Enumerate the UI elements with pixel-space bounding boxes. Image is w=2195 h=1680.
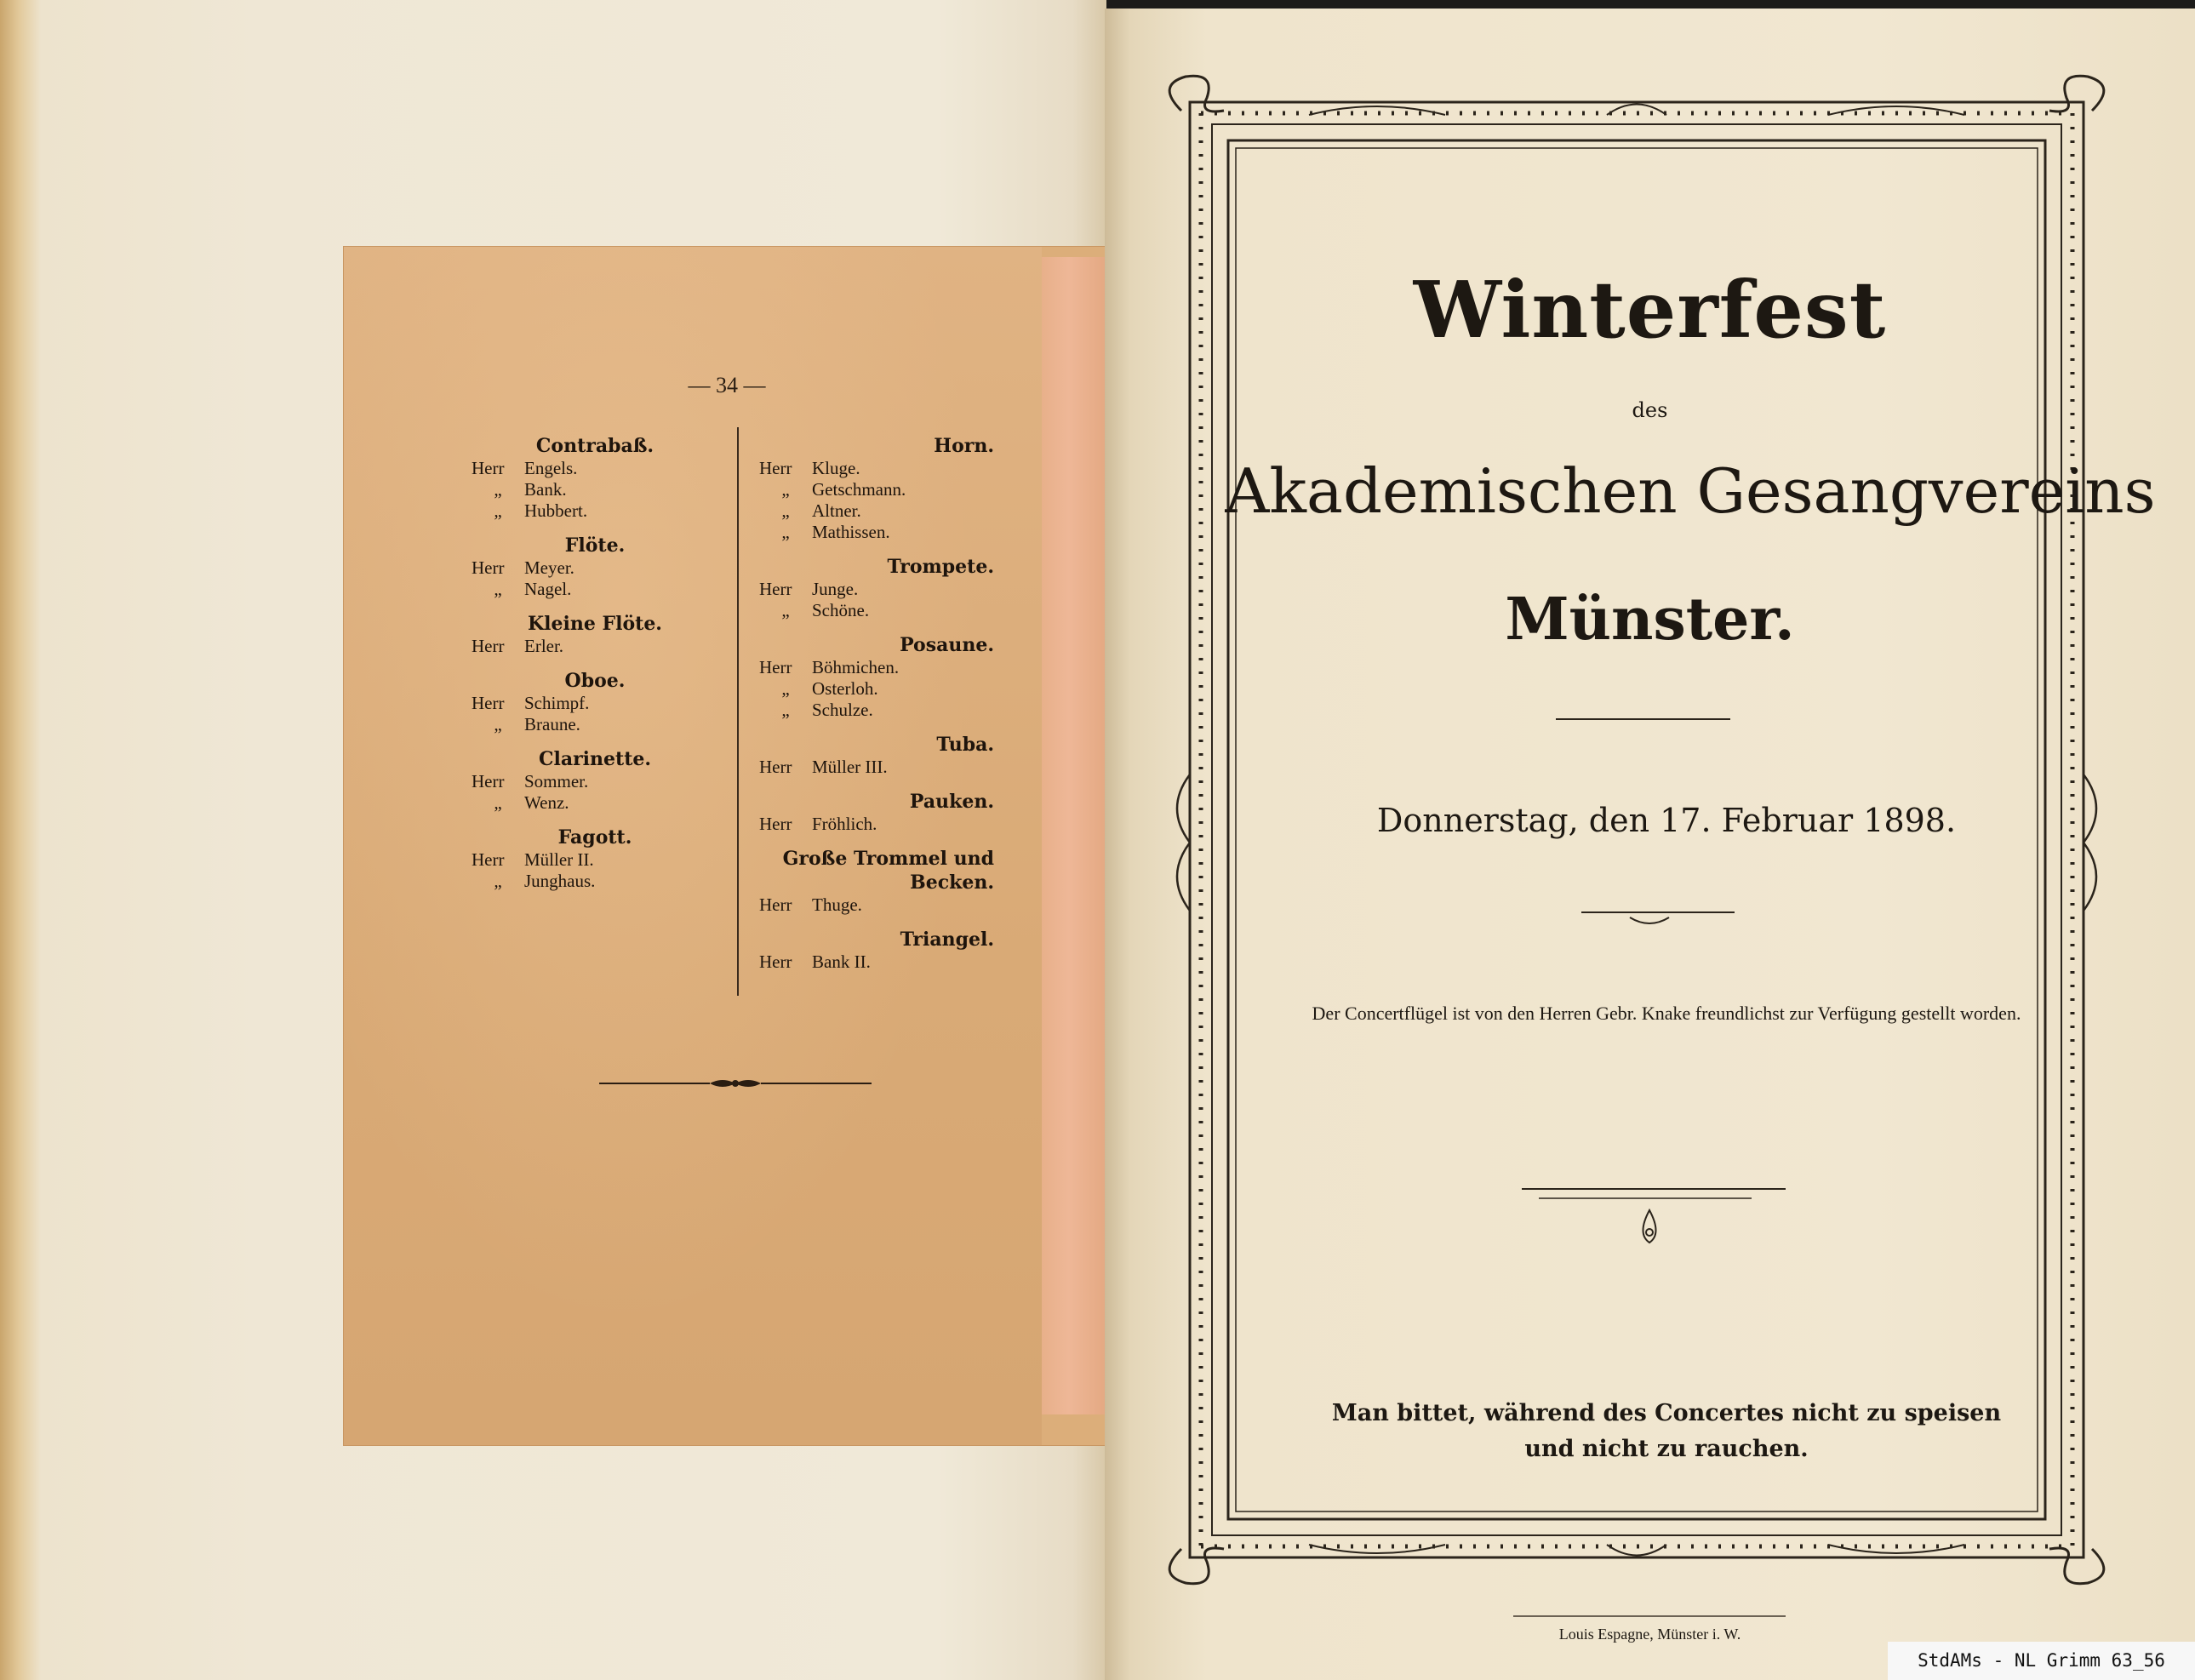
player-name: Altner. bbox=[812, 500, 861, 521]
player-title: Herr bbox=[759, 951, 792, 972]
instrument-list-right bbox=[759, 422, 997, 973]
player-title: „ bbox=[494, 479, 502, 500]
player-title: „ bbox=[494, 714, 502, 734]
instrument-heading: Triangel. bbox=[900, 929, 994, 951]
player-name: Thuge. bbox=[812, 894, 862, 915]
player-row bbox=[472, 479, 718, 500]
instrument-heading: Clarinette. bbox=[538, 748, 652, 770]
city-name: Münster. bbox=[1505, 586, 1795, 654]
instrument-heading: Horn. bbox=[934, 435, 994, 457]
player-name: Fröhlich. bbox=[812, 814, 877, 834]
player-title: „ bbox=[494, 579, 502, 599]
page-number: — 34 — bbox=[688, 373, 766, 397]
player-name: Wenz. bbox=[524, 792, 569, 813]
player-title: „ bbox=[494, 500, 502, 521]
printer-rule bbox=[1513, 1615, 1786, 1617]
society-name: Akademischen Gesangvereins bbox=[1225, 455, 2156, 527]
instrument-heading: Trompete. bbox=[887, 556, 994, 578]
player-name: Braune. bbox=[524, 714, 580, 734]
player-title: Herr bbox=[759, 814, 792, 834]
player-title: „ bbox=[781, 479, 790, 500]
player-row bbox=[759, 700, 997, 721]
player-title: „ bbox=[781, 522, 790, 542]
player-name: Mathissen. bbox=[812, 522, 890, 542]
instrument-heading: Oboe. bbox=[564, 670, 626, 692]
instrument-heading: Tuba. bbox=[936, 734, 994, 756]
player-row bbox=[759, 500, 997, 522]
player-name: Bank II. bbox=[812, 951, 871, 972]
player-row bbox=[759, 757, 997, 778]
player-title: Herr bbox=[472, 636, 505, 656]
player-name: Erler. bbox=[524, 636, 564, 656]
slip-folded-edge bbox=[1042, 257, 1110, 1414]
instrument-heading: Kleine Flöte. bbox=[528, 613, 662, 635]
player-name: Kluge. bbox=[812, 458, 860, 478]
player-row bbox=[472, 693, 718, 714]
player-title: Herr bbox=[759, 657, 792, 677]
player-row bbox=[759, 894, 997, 916]
player-row bbox=[759, 678, 997, 700]
piano-note: Der Concertflügel ist von den Herren Gebr. Knake freundlichst zur Verfügung gestellt worden. bbox=[1312, 1003, 2021, 1024]
player-name: Hubbert. bbox=[524, 500, 588, 521]
player-title: „ bbox=[781, 700, 790, 720]
player-row bbox=[472, 579, 718, 600]
player-title: „ bbox=[781, 600, 790, 620]
player-row bbox=[472, 500, 718, 522]
player-title: Herr bbox=[759, 579, 792, 599]
player-title: Herr bbox=[759, 894, 792, 915]
player-name: Schöne. bbox=[812, 600, 870, 620]
player-row bbox=[472, 714, 718, 735]
player-name: Junge. bbox=[812, 579, 859, 599]
player-title: Herr bbox=[759, 458, 792, 478]
player-name: Böhmichen. bbox=[812, 657, 900, 677]
player-title: „ bbox=[494, 792, 502, 813]
player-title: Herr bbox=[472, 557, 505, 578]
event-date: Donnerstag, den 17. Februar 1898. bbox=[1376, 802, 1957, 839]
player-name: Schimpf. bbox=[524, 693, 590, 713]
player-title: Herr bbox=[759, 757, 792, 777]
player-row bbox=[759, 951, 997, 973]
instrument-heading: Posaune. bbox=[900, 634, 994, 656]
player-title: Herr bbox=[472, 693, 505, 713]
instrument-heading: Große Trommel und Becken. bbox=[782, 848, 994, 894]
player-row bbox=[472, 636, 718, 657]
pasted-slip bbox=[344, 247, 1110, 1445]
player-name: Sommer. bbox=[524, 771, 589, 791]
player-name: Nagel. bbox=[524, 579, 572, 599]
player-row bbox=[759, 458, 997, 479]
player-title: Herr bbox=[472, 771, 505, 791]
player-name: Müller III. bbox=[812, 757, 888, 777]
player-name: Junghaus. bbox=[524, 871, 596, 891]
player-title: „ bbox=[781, 678, 790, 699]
column-rule bbox=[737, 427, 739, 996]
player-name: Schulze. bbox=[812, 700, 873, 720]
player-row bbox=[759, 600, 997, 621]
instrument-heading: Pauken. bbox=[909, 791, 994, 813]
player-row bbox=[759, 657, 997, 678]
player-name: Engels. bbox=[524, 458, 578, 478]
title-article: des bbox=[1632, 398, 1668, 422]
player-name: Bank. bbox=[524, 479, 567, 500]
right-page bbox=[1105, 9, 2195, 1680]
slip-sheet bbox=[344, 247, 1042, 1445]
player-row bbox=[472, 871, 718, 892]
archive-label: StdAMs - NL Grimm 63_56 bbox=[1888, 1642, 2195, 1680]
player-row bbox=[472, 557, 718, 579]
ornament-divider bbox=[599, 1075, 872, 1092]
instrument-heading: Flöte. bbox=[564, 534, 626, 557]
player-name: Osterloh. bbox=[812, 678, 878, 699]
audience-request: Man bittet, während des Concertes nicht zu speisen und nicht zu rauchen. bbox=[1331, 1400, 2002, 1462]
event-title: Winterfest bbox=[1413, 264, 1887, 356]
player-row bbox=[759, 522, 997, 543]
instrument-list-left bbox=[472, 422, 718, 892]
player-row bbox=[759, 479, 997, 500]
instrument-heading: Contrabaß. bbox=[535, 435, 654, 457]
player-row bbox=[759, 579, 997, 600]
printer-imprint: Louis Espagne, Münster i. W. bbox=[1558, 1626, 1741, 1643]
player-name: Getschmann. bbox=[812, 479, 906, 500]
player-title: Herr bbox=[472, 849, 505, 870]
player-row bbox=[759, 814, 997, 835]
player-row bbox=[472, 771, 718, 792]
player-title: Herr bbox=[472, 458, 505, 478]
player-name: Müller II. bbox=[524, 849, 594, 870]
player-title: „ bbox=[494, 871, 502, 891]
player-name: Meyer. bbox=[524, 557, 574, 578]
player-row bbox=[472, 792, 718, 814]
player-row bbox=[472, 458, 718, 479]
instrument-heading: Fagott. bbox=[557, 826, 632, 849]
player-row bbox=[472, 849, 718, 871]
player-title: „ bbox=[781, 500, 790, 521]
